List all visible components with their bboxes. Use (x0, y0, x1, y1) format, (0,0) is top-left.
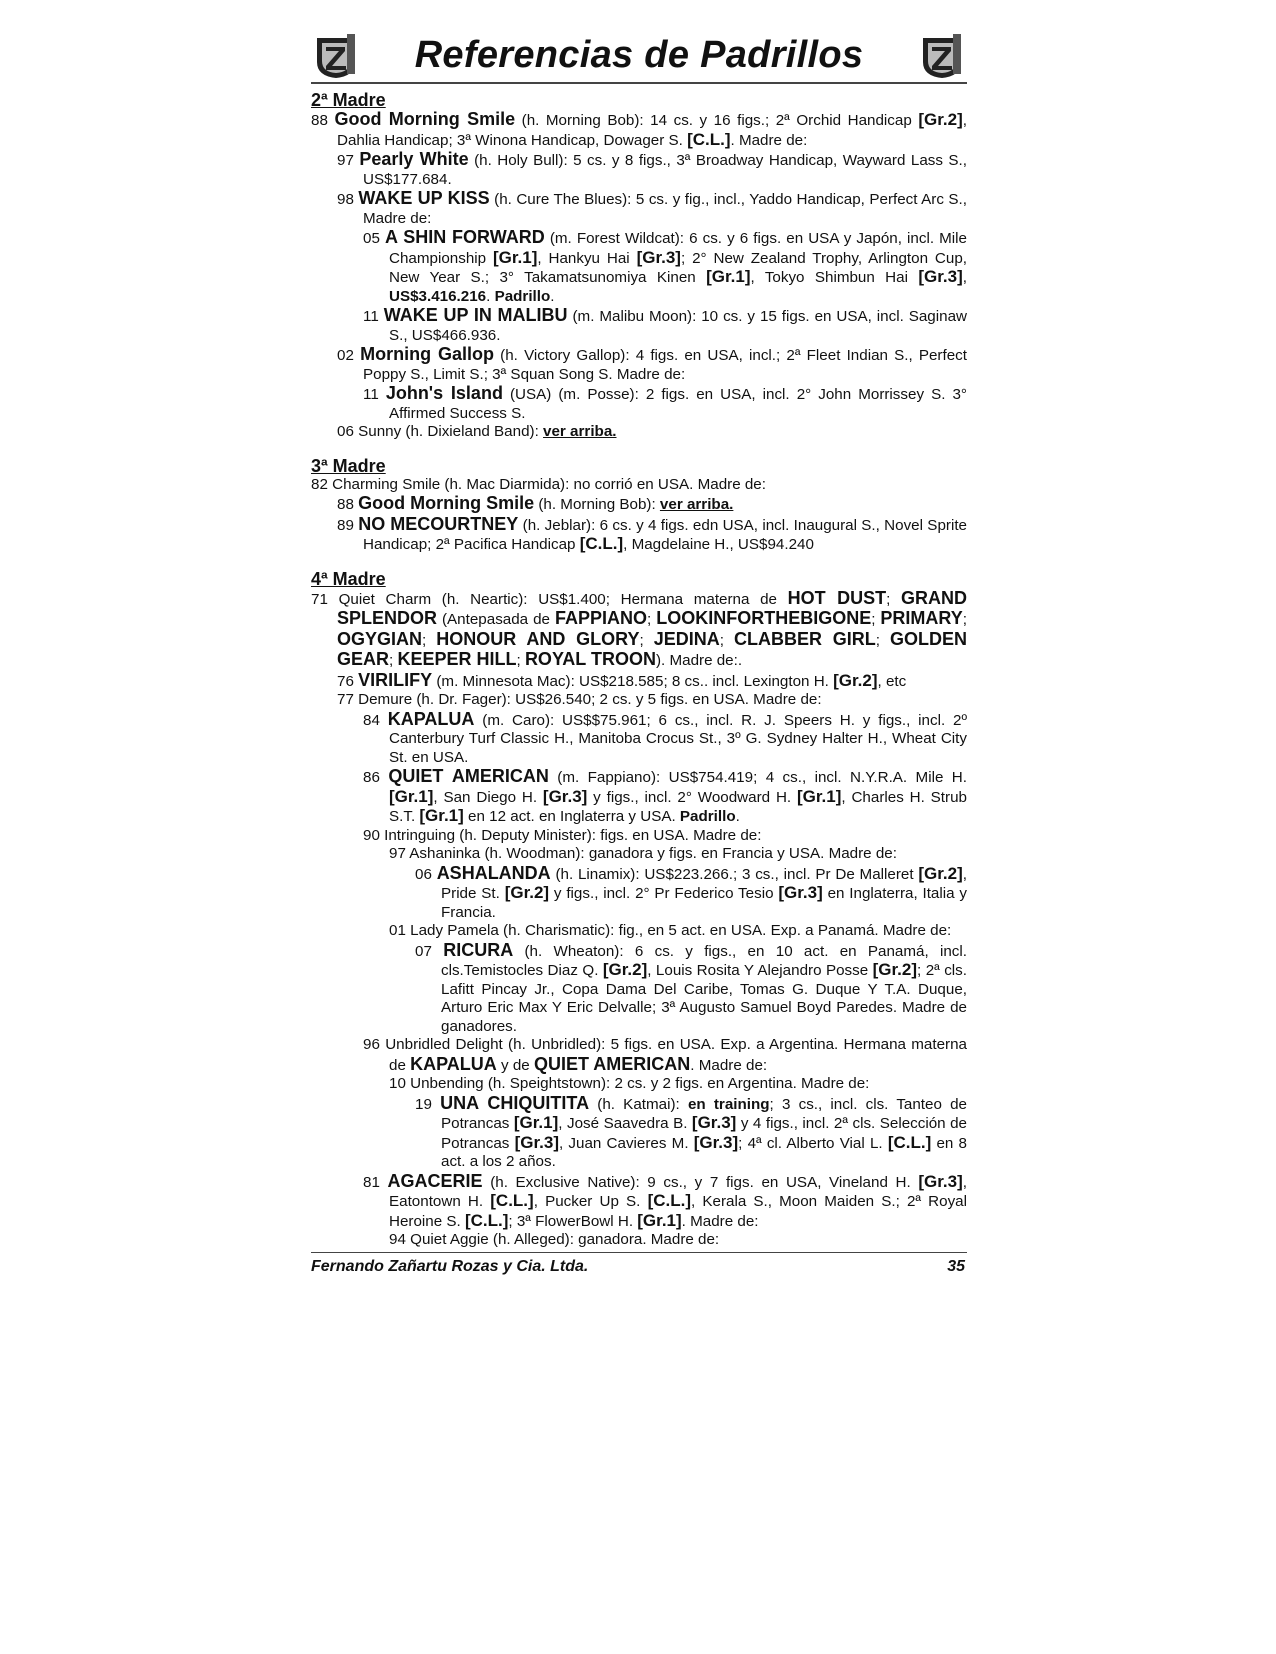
entry-text: en Inglaterra, Italia y Francia. (441, 885, 967, 921)
entry-text: (h. Morning Bob): (534, 496, 660, 513)
entry-text: (h. Cure The Blues): 5 cs. y fig., incl., Yaddo Handicap, Perfect Arc S., Madre de: (363, 191, 967, 227)
race-grade: [Gr.2] (872, 960, 918, 979)
entry-text: , Juan Cavieres M. (559, 1134, 694, 1152)
race-grade: [C.L.] (490, 1191, 534, 1210)
page (311, 30, 967, 1250)
horse-name: QUIET AMERICAN (388, 766, 549, 786)
entry-text: ). Madre de:. (655, 652, 743, 669)
entry-text: , Kerala S., Moon Maiden S.; 2ª Royal Heroine S. (389, 1193, 967, 1230)
entry-year: 19 (415, 1095, 432, 1113)
entry-text: y figs., incl. 2° Pr Federico Tesio (549, 885, 779, 902)
horse-name: OGYGIAN (337, 628, 423, 649)
entry-text: Ashaninka (h. Woodman): ganadora y figs. en Francia y USA. Madre de: (409, 845, 897, 862)
race-grade: [Gr.2] (833, 670, 878, 690)
entry-text: Charming Smile (h. Mac Diarmida): no corrió en USA. Madre de: (332, 475, 766, 493)
entry-year: 96 (363, 1036, 380, 1053)
horse-name: KAPALUA (410, 1053, 497, 1074)
entry-text: (m. Minnesota Mac): US$218.585; 8 cs.. incl. Lexington H. (432, 672, 834, 690)
page-number: 35 (947, 1258, 965, 1275)
entry-text: Quiet Charm (h. Neartic): US$1.400; Hermana materna de (338, 590, 788, 608)
entry-year: 97 (389, 845, 406, 862)
entry-text: US$3.416.216 (389, 287, 487, 305)
pedigree-entry (311, 671, 967, 692)
pedigree-entry (311, 150, 967, 189)
entry-year: 82 (311, 475, 328, 493)
entry-text: , Hankyu Hai (537, 249, 637, 267)
race-grade: [C.L.] (887, 1132, 932, 1152)
race-grade: [C.L.] (647, 1191, 691, 1210)
entry-text: en 8 act. a los 2 años. (441, 1134, 968, 1170)
pedigree-entry (311, 710, 967, 768)
entry-year: 98 (337, 191, 354, 208)
race-grade: [Gr.2] (602, 960, 648, 979)
entry-text: y figs., incl. 2° Woodward H. (587, 788, 797, 806)
pedigree-entry (311, 494, 967, 515)
horse-name: Good Morning Smile (334, 109, 516, 129)
entry-text: ; (516, 652, 525, 669)
horse-name: PRIMARY (880, 608, 963, 628)
entry-text: Sunny (h. Dixieland Band): (358, 423, 544, 440)
horse-name: Morning Gallop (360, 344, 495, 364)
race-grade: [Gr.1] (492, 247, 538, 267)
pedigree-entry (311, 384, 967, 423)
entry-text: Lady Pamela (h. Charismatic): fig., en 5 act. en USA. Exp. a Panamá. Madre de: (410, 922, 952, 939)
entry-text: Demure (h. Dr. Fager): US$26.540; 2 cs. y 5 figs. en USA. Madre de: (358, 691, 822, 708)
entry-text: , Dahlia Handicap; 3ª Winona Handicap, Dowager S. (337, 112, 967, 149)
entry-text: Quiet Aggie (h. Alleged): ganadora. Madre de: (410, 1231, 720, 1248)
horse-name: VIRILIFY (358, 669, 433, 690)
race-grade: [Gr.1] (796, 786, 842, 806)
pedigree-entry (311, 941, 967, 1037)
entry-text: , San Diego H. (433, 788, 543, 806)
entry-text: (h. Linamix): US$223.266.; 3 cs., incl. Pr De Malleret (550, 865, 919, 883)
horse-name: ROYAL TROON (524, 649, 656, 669)
entry-year: 02 (337, 347, 354, 364)
entry-year: 81 (363, 1173, 380, 1191)
entry-year: 11 (363, 386, 379, 403)
entry-year: 88 (337, 496, 354, 513)
entry-text: Unbending (h. Speightstown): 2 cs. y 2 figs. en Argentina. Madre de: (410, 1075, 870, 1092)
horse-name: KAPALUA (387, 708, 475, 729)
entry-text: (m. Fappiano): US$754.419; 4 cs., incl. N.Y.R.A. Mile H. (548, 769, 967, 786)
horse-name: FAPPIANO (554, 608, 647, 628)
horse-name: HONOUR AND GLORY (436, 628, 640, 649)
entry-text: , Eatontown H. (389, 1173, 967, 1210)
entry-text: . Madre de: (690, 1056, 768, 1074)
entry-text: ; 3 cs., incl. cls. Tanteo de Potrancas (441, 1095, 967, 1132)
pedigree-entry (311, 864, 967, 923)
pedigree-entry (311, 476, 967, 495)
entry-text: , José Saavedra B. (558, 1115, 692, 1132)
entry-text: . Madre de: (681, 1212, 759, 1230)
entry-text: , Pride St. (441, 865, 967, 902)
pedigree-entry (311, 1075, 967, 1094)
entry-text: Intringuing (h. Deputy Minister): figs. en USA. Madre de: (384, 826, 762, 844)
entry-text: (h. Wheaton): 6 cs. y figs., en 10 act. en Panamá, incl. cls.Temistocles Diaz Q. (441, 942, 967, 979)
pedigree-entry (311, 589, 967, 671)
pedigree-entry (311, 515, 967, 555)
horse-name: Good Morning Smile (358, 493, 535, 513)
zr-logo-right (919, 32, 965, 80)
horse-name: JEDINA (653, 628, 720, 649)
horse-name: RICURA (443, 939, 514, 960)
pedigree-entry (311, 767, 967, 827)
entry-text: Unbridled Delight (h. Unbridled): 5 figs. en USA. Exp. a Argentina. Hermana materna de (385, 1036, 967, 1074)
horse-name: GRAND SPLENDOR (337, 587, 967, 628)
entry-text: (m. Caro): US$$75.961; 6 cs., incl. R. J. Speers H. y figs., incl. 2º Canterbury Turf Classic H., Manitoba Crocus St., 3º G. Sydney Halter H., Wheat City St. en USA. (389, 711, 967, 766)
entry-year: 90 (363, 826, 380, 844)
pedigree-entry (311, 189, 967, 228)
entry-text: ; (422, 631, 437, 649)
entry-year: 94 (389, 1231, 406, 1248)
entry-year: 84 (363, 711, 380, 729)
entry-text: en 12 act. en Inglaterra y USA. (463, 808, 680, 825)
entry-year: 76 (337, 672, 354, 690)
pedigree-entry (311, 110, 967, 150)
race-grade: [Gr.3] (691, 1113, 737, 1132)
entry-text: ; (647, 611, 657, 628)
pedigree-content (311, 90, 967, 1250)
footer-company: Fernando Zañartu Rozas y Cia. Ltda. (311, 1258, 589, 1275)
entry-year: 11 (363, 308, 379, 325)
race-grade: [Gr.3] (514, 1132, 559, 1152)
entry-year: 86 (363, 769, 380, 786)
entry-text: ; (389, 652, 398, 669)
horse-name: A SHIN FORWARD (385, 227, 545, 247)
entry-year: 10 (389, 1075, 406, 1092)
entry-text: . (735, 808, 740, 825)
entry-text: (h. Victory Gallop): 4 figs. en USA, incl.; 2ª Fleet Indian S., Perfect Poppy S., Limit S.; 3ª Squan Song S. Madre de: (363, 347, 967, 383)
entry-year: 06 (415, 865, 432, 883)
entry-text: , Louis Rosita Y Alejandro Posse (647, 962, 873, 979)
pedigree-entry (311, 345, 967, 384)
horse-name: WAKE UP IN MALIBU (383, 305, 568, 325)
pedigree-entry (311, 1172, 967, 1232)
pedigree-entry (311, 228, 967, 306)
race-grade: [Gr.1] (513, 1113, 559, 1132)
entry-year: 05 (363, 230, 380, 247)
race-grade: [Gr.2] (918, 110, 963, 129)
entry-text: , Magdelaine H., US$94.240 (623, 536, 814, 553)
pedigree-entry (311, 306, 967, 345)
entry-text: ; (886, 590, 901, 608)
pedigree-entry (311, 1094, 967, 1172)
race-grade: [Gr.3] (778, 883, 823, 902)
pedigree-entry (311, 1231, 967, 1250)
pedigree-entry (311, 827, 967, 846)
page-footer (311, 1252, 967, 1276)
entry-year: 07 (415, 942, 432, 960)
entry-text: (h. Exclusive Native): 9 cs., y 7 figs. en USA, Vineland H. (482, 1173, 919, 1191)
entry-text: ; (719, 631, 734, 649)
race-grade: [Gr.1] (706, 267, 751, 286)
entry-text: ; 3ª FlowerBowl H. (508, 1212, 638, 1230)
entry-text: y 4 figs., incl. 2ª cls. Selección de Potrancas (441, 1115, 967, 1152)
entry-text: . (486, 287, 495, 305)
horse-name: QUIET AMERICAN (533, 1053, 691, 1074)
entry-text: (h. Jeblar): 6 cs. y 4 figs. edn USA, incl. Inaugural S., Novel Sprite Handicap; 2ª Pacifica Handicap (363, 516, 967, 553)
entry-text: Padrillo (679, 808, 736, 825)
horse-name: Pearly White (359, 149, 469, 169)
entry-text: (m. Malibu Moon): 10 cs. y 15 figs. en USA, incl. Saginaw S., US$466.936. (389, 308, 967, 344)
entry-text: (h. Morning Bob): 14 cs. y 16 figs.; 2ª Orchid Handicap (515, 112, 919, 129)
pedigree-entry (311, 423, 967, 442)
race-grade: [Gr.1] (419, 806, 464, 825)
horse-name: ASHALANDA (436, 862, 551, 883)
entry-text: . Madre de: (730, 131, 808, 149)
entry-year: 88 (311, 112, 328, 129)
entry-text: , (962, 269, 967, 286)
horse-name: John's Island (385, 383, 503, 403)
entry-text: , Charles H. Strub S.T. (389, 788, 967, 825)
race-grade: [Gr.3] (636, 247, 681, 267)
race-grade: [Gr.3] (542, 786, 588, 806)
entry-year: 77 (337, 691, 354, 708)
entry-text: ; 2° New Zealand Trophy, Arlington Cup, New Year S.; 3° Takamatsunomiya Kinen (389, 249, 968, 286)
entry-year: 71 (311, 590, 328, 608)
entry-text: . (550, 287, 555, 305)
entry-text: (USA) (m. Posse): 2 figs. en USA, incl. 2° John Morrissey S. 3° Affirmed Success S. (389, 386, 967, 422)
entry-text: (Antepasada de (437, 611, 555, 628)
horse-name: GOLDEN GEAR (337, 628, 967, 669)
entry-text: ; 2ª cls. Lafitt Pincay Jr., Copa Dama Del Caribe, Tomas G. Duque Y T.A. Duque, Arturo Eric Max Y Eric Delvalle; 3ª Augusto Samuel Boyd Paredes. Madre de ganadores. (441, 962, 967, 1035)
entry-year: 89 (337, 516, 354, 534)
race-grade: [Gr.3] (918, 1171, 963, 1191)
section-title: 4ª Madre (311, 568, 386, 589)
race-grade: [Gr.2] (918, 863, 963, 883)
race-grade: [C.L.] (464, 1210, 509, 1230)
entry-text: ; (962, 611, 967, 628)
pedigree-entry (311, 922, 967, 941)
cross-reference: ver arriba. (543, 423, 617, 440)
entry-text: (h. Katmai): (589, 1095, 688, 1113)
entry-text: ; (871, 611, 881, 628)
horse-name: HOT DUST (787, 587, 887, 608)
horse-name: LOOKINFORTHEBIGONE (656, 608, 872, 628)
entry-text: ; (875, 631, 890, 649)
race-grade: [Gr.1] (389, 786, 434, 806)
race-grade: [Gr.3] (918, 267, 963, 286)
horse-name: CLABBER GIRL (733, 628, 876, 649)
entry-text: , etc (877, 672, 907, 690)
entry-text: (h. Holy Bull): 5 cs. y 8 figs., 3ª Broadway Handicap, Wayward Lass S., US$177.684. (363, 152, 967, 188)
pedigree-entry (311, 845, 967, 864)
entry-year: 06 (337, 423, 354, 440)
pedigree-entry (311, 1036, 967, 1075)
entry-text: en training (687, 1095, 770, 1113)
horse-name: UNA CHIQUITITA (440, 1092, 590, 1113)
page-title: Referencias de Padrillos (414, 34, 864, 76)
entry-year: 97 (337, 152, 354, 169)
section-title: 3ª Madre (311, 455, 386, 476)
horse-name: KEEPER HILL (397, 649, 517, 669)
entry-text: ; 4ª cl. Alberto Vial L. (738, 1134, 888, 1152)
entry-year: 01 (389, 922, 406, 939)
entry-text: , Tokyo Shimbun Hai (750, 269, 919, 286)
entry-text: (m. Forest Wildcat): 6 cs. y 6 figs. en USA y Japón, incl. Mile Championship (389, 230, 967, 267)
horse-name: NO MECOURTNEY (358, 513, 519, 534)
entry-text: y de (496, 1056, 534, 1074)
race-grade: [Gr.1] (637, 1210, 682, 1230)
race-grade: [Gr.3] (693, 1132, 739, 1152)
horse-name: WAKE UP KISS (358, 188, 490, 208)
entry-text: Padrillo (494, 287, 551, 305)
horse-name: AGACERIE (387, 1170, 483, 1191)
race-grade: [Gr.2] (504, 883, 550, 902)
page-header (311, 30, 967, 84)
cross-reference: ver arriba. (659, 496, 734, 513)
race-grade: [C.L.] (687, 129, 731, 149)
entry-text: , Pucker Up S. (533, 1193, 648, 1210)
race-grade: [C.L.] (579, 534, 624, 553)
entry-text: ; (639, 631, 654, 649)
section-title: 2ª Madre (311, 90, 386, 110)
pedigree-entry (311, 691, 967, 710)
